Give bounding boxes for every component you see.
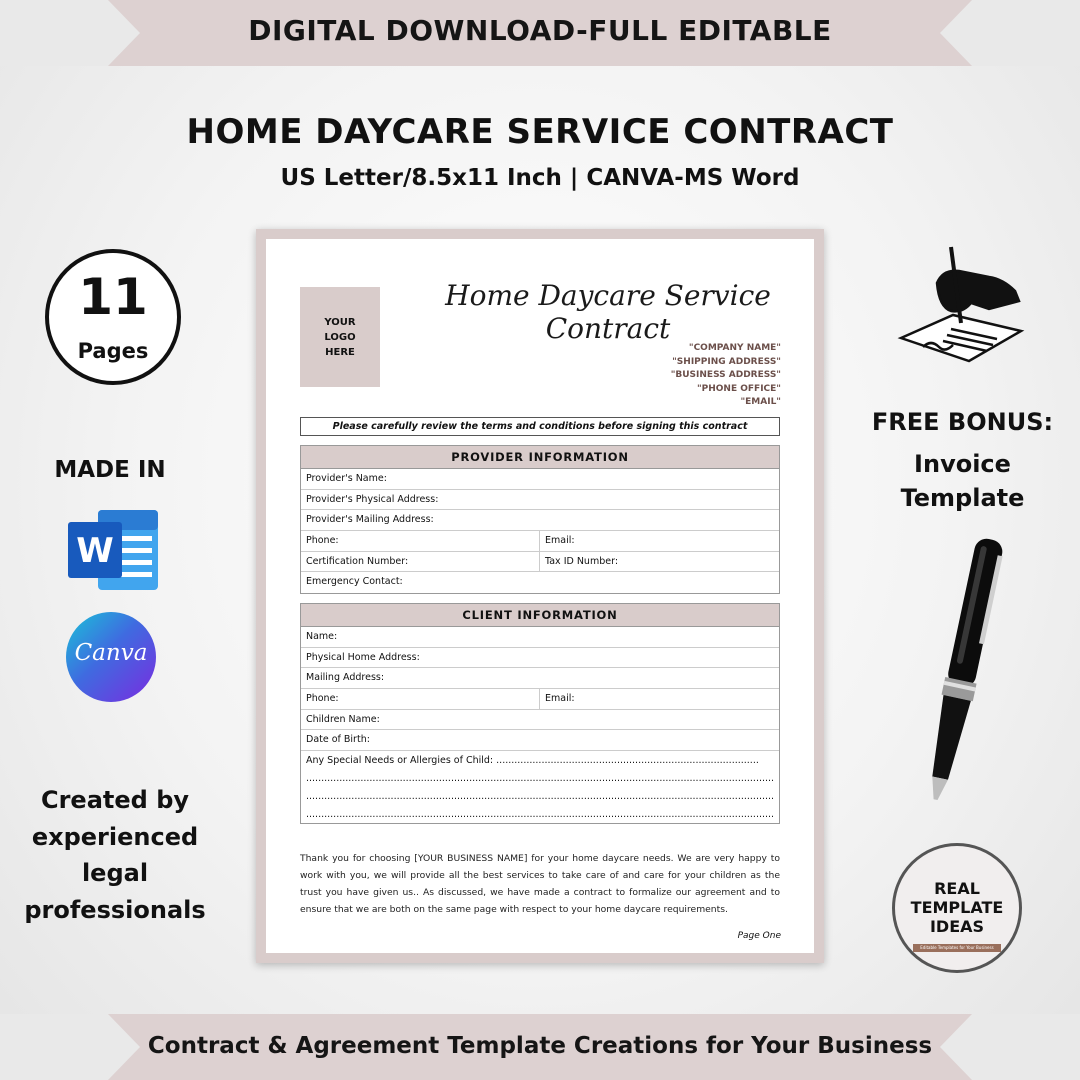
form-row [301, 668, 779, 689]
dotted-line [301, 805, 779, 823]
logo-line: YOUR [324, 317, 356, 328]
brand-line: TEMPLATE [910, 898, 1004, 917]
review-note: Please carefully review the terms and conditions before signing this contract [300, 417, 780, 436]
provider-heading: PROVIDER INFORMATION [301, 446, 779, 469]
bonus-line: Template [900, 484, 1025, 512]
brand-line: REAL [934, 879, 980, 898]
top-banner-text: DIGITAL DOWNLOAD-FULL EDITABLE [248, 14, 832, 47]
company-line: "SHIPPING ADDRESS" [672, 356, 781, 367]
dotted-fill: ........................................................................................................................................................... [306, 809, 775, 821]
form-row [301, 710, 779, 731]
created-by-text [10, 782, 220, 928]
field-label: Date of Birth: [306, 734, 370, 746]
made-in-label: MADE IN [54, 457, 166, 483]
logo-line: HERE [325, 347, 355, 358]
bonus-description [860, 447, 1065, 515]
document-preview [256, 229, 824, 963]
page-title: HOME DAYCARE SERVICE CONTRACT [186, 112, 894, 152]
document-page [266, 239, 814, 953]
created-line: professionals [24, 895, 206, 924]
bonus-title: FREE BONUS: [871, 408, 1054, 436]
form-row [301, 689, 779, 710]
company-line: "PHONE OFFICE" [696, 383, 781, 394]
form-row [301, 730, 779, 751]
logo-placeholder [300, 287, 380, 387]
brand-logo [892, 843, 1022, 973]
provider-section [300, 445, 780, 594]
field-label: Emergency Contact: [306, 576, 403, 588]
dotted-fill: ........................................................................................................................................................... [306, 791, 775, 803]
pages-label: Pages [77, 339, 149, 363]
logo-line: LOGO [324, 332, 356, 343]
page-subtitle: US Letter/8.5x11 Inch | CANVA-MS Word [280, 165, 800, 191]
field-label: Phone: [306, 535, 339, 547]
pages-count: 11 [78, 268, 148, 326]
form-row [301, 552, 779, 573]
form-row [301, 490, 779, 511]
field-label: Mailing Address: [306, 672, 385, 684]
field-label: Email: [539, 689, 575, 709]
brand-line: IDEAS [929, 917, 985, 936]
signing-hand-icon [893, 243, 1033, 383]
form-row [301, 469, 779, 490]
page-number: Page One [737, 931, 781, 941]
svg-text:W: W [76, 531, 114, 571]
word-icon [68, 506, 160, 594]
intro-paragraph: Thank you for choosing [YOUR BUSINESS NAME] for your home daycare needs. We are very happy to work with you, we will provide all the best services to take care of and care for your children as the trust you have given us.. As discussed, we have made a contract to formalize our agreement and to ensure that we are both on the same page with respect to your home daycare requirements. [300, 853, 780, 915]
form-row [301, 531, 779, 552]
created-line: Created by [40, 786, 190, 814]
field-label: Physical Home Address: [306, 651, 420, 663]
company-line: "EMAIL" [740, 397, 781, 407]
form-row [301, 627, 779, 648]
created-line: experienced [31, 822, 199, 851]
form-row [301, 572, 779, 593]
field-label: Name: [306, 631, 338, 642]
field-label: Provider's Name: [306, 473, 387, 484]
form-row [301, 751, 779, 769]
document-title: Home Daycare Service Contract [445, 279, 771, 345]
company-details [566, 342, 781, 410]
company-line: "BUSINESS ADDRESS" [670, 370, 781, 380]
top-banner [0, 0, 1080, 66]
field-label: Tax ID Number: [539, 552, 618, 572]
field-label: Provider's Mailing Address: [306, 514, 434, 526]
field-label: Children Name: [306, 713, 380, 725]
field-label: Any Special Needs or Allergies of Child: ....................................................................................... [306, 755, 759, 767]
field-label: Provider's Physical Address: [306, 493, 439, 505]
dotted-fill: ........................................................................................................................................................... [306, 773, 775, 785]
form-row [301, 510, 779, 531]
created-line: legal [81, 859, 149, 887]
field-label: Phone: [306, 693, 339, 705]
dotted-line [301, 769, 779, 787]
canva-icon [66, 612, 156, 702]
bottom-banner-text: Contract & Agreement Template Creations for Your Business [147, 1033, 933, 1059]
form-row [301, 648, 779, 669]
bottom-banner [0, 1014, 1080, 1080]
bonus-line: Invoice [914, 450, 1011, 478]
client-heading: CLIENT INFORMATION [301, 604, 779, 627]
canva-logo-text: Canva [74, 640, 148, 666]
company-line: "COMPANY NAME" [688, 343, 781, 353]
brand-tagline: Editable Templates for Your Business [913, 944, 1001, 952]
field-label: Certification Number: [306, 555, 409, 567]
brand-name [895, 879, 1019, 936]
pages-badge [45, 249, 181, 385]
client-section [300, 603, 780, 824]
dotted-line [301, 787, 779, 805]
pen-icon [900, 530, 1020, 820]
field-label: Email: [539, 531, 575, 551]
